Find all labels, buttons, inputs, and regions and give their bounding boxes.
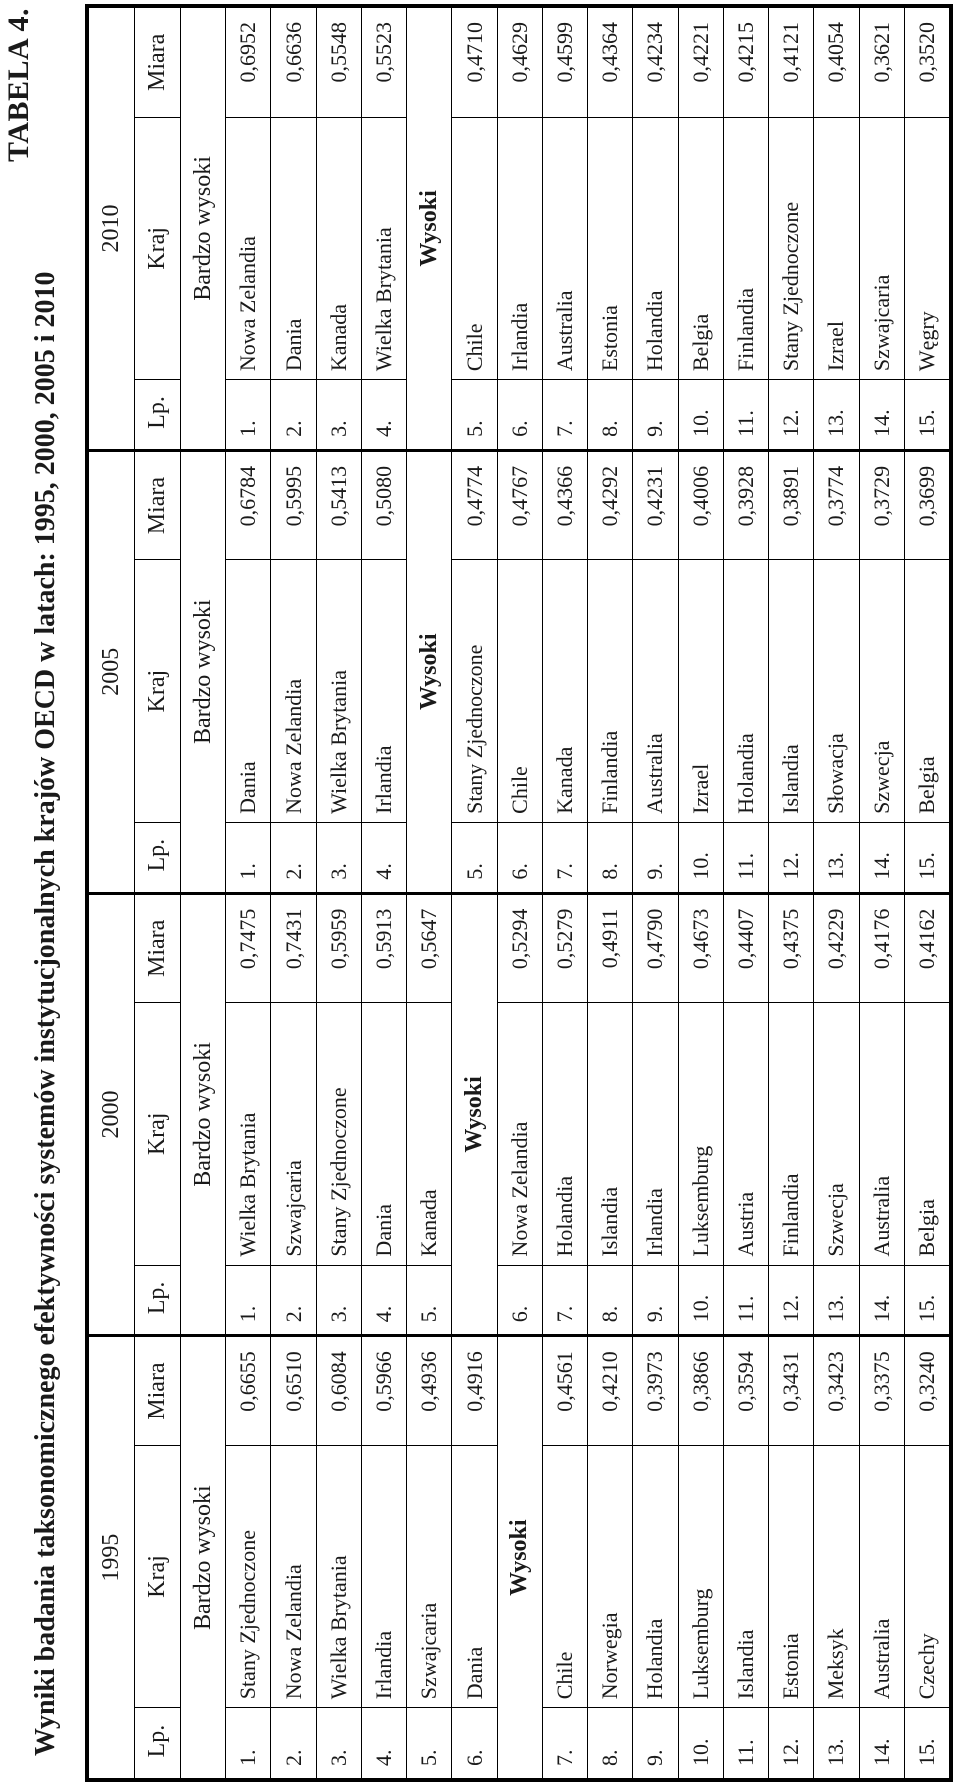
- country-name: Irlandia: [361, 560, 406, 822]
- column-header-lp-1995: Lp.: [135, 1708, 181, 1779]
- row-number: 6.: [497, 822, 542, 893]
- measure-value: 0,4629: [497, 8, 542, 118]
- row-number: 2.: [271, 380, 316, 451]
- row-number: 5.: [407, 1265, 452, 1336]
- measure-value: 0,3621: [859, 8, 904, 118]
- category-wysoki-2000: Wysoki: [452, 893, 497, 1336]
- measure-value: 0,4176: [859, 893, 904, 1003]
- row-number: 12.: [769, 1265, 814, 1336]
- measure-value: 0,3928: [723, 450, 768, 560]
- measure-value: 0,5279: [542, 893, 587, 1003]
- column-header-kraj-2010: Kraj: [135, 117, 181, 379]
- country-name: Stany Zjednoczone: [452, 560, 497, 822]
- country-name: Dania: [452, 1445, 497, 1707]
- measure-value: 0,4774: [452, 450, 497, 560]
- category-bardzo-wysoki-2005: Bardzo wysoki: [181, 450, 226, 893]
- country-name: Islandia: [723, 1445, 768, 1707]
- country-name: Chile: [497, 560, 542, 822]
- measure-value: 0,4916: [452, 1336, 497, 1446]
- country-name: Norwegia: [588, 1445, 633, 1707]
- country-name: Estonia: [588, 117, 633, 379]
- country-name: Belgia: [678, 117, 723, 379]
- measure-value: 0,4054: [814, 8, 859, 118]
- country-name: Chile: [452, 117, 497, 379]
- row-number: 1.: [226, 822, 271, 893]
- row-number: 14.: [859, 380, 904, 451]
- table-row: [407, 8, 452, 1779]
- measure-value: 0,5294: [497, 893, 542, 1003]
- row-number: 3.: [316, 822, 361, 893]
- measure-value: 0,4936: [407, 1336, 452, 1446]
- country-name: Kanada: [542, 560, 587, 822]
- measure-value: 0,4364: [588, 8, 633, 118]
- measure-value: 0,3240: [904, 1336, 949, 1446]
- row-number: 11.: [723, 1708, 768, 1779]
- country-name: Szwajcaria: [859, 117, 904, 379]
- measure-value: 0,5523: [361, 8, 406, 118]
- measure-value: 0,5913: [361, 893, 406, 1003]
- row-number: 10.: [678, 380, 723, 451]
- country-name: Szwajcaria: [271, 1003, 316, 1265]
- row-number: 1.: [226, 1708, 271, 1779]
- measure-value: 0,3431: [769, 1336, 814, 1446]
- country-name: Wielka Brytania: [361, 117, 406, 379]
- country-name: Islandia: [588, 1003, 633, 1265]
- country-name: Holandia: [723, 560, 768, 822]
- measure-value: 0,4006: [678, 450, 723, 560]
- row-number: 3.: [316, 1265, 361, 1336]
- country-name: Irlandia: [361, 1445, 406, 1707]
- measure-value: 0,3774: [814, 450, 859, 560]
- results-grid: [88, 7, 950, 1779]
- measure-value: 0,4121: [769, 8, 814, 118]
- country-name: Chile: [542, 1445, 587, 1707]
- country-name: Meksyk: [814, 1445, 859, 1707]
- category-wysoki-1995: Wysoki: [497, 1336, 542, 1779]
- row-number: 14.: [859, 1708, 904, 1779]
- country-name: Belgia: [904, 1003, 949, 1265]
- measure-value: 0,4229: [814, 893, 859, 1003]
- column-header-row: [135, 8, 181, 1779]
- column-header-kraj-2005: Kraj: [135, 560, 181, 822]
- country-name: Finlandia: [588, 560, 633, 822]
- row-number: 13.: [814, 380, 859, 451]
- measure-value: 0,7431: [271, 893, 316, 1003]
- measure-value: 0,3729: [859, 450, 904, 560]
- row-number: 1.: [226, 380, 271, 451]
- row-number: 2.: [271, 1708, 316, 1779]
- row-number: 12.: [769, 822, 814, 893]
- row-number: 12.: [769, 1708, 814, 1779]
- country-name: Luksemburg: [678, 1003, 723, 1265]
- table-row: [723, 8, 768, 1779]
- measure-value: 0,5548: [316, 8, 361, 118]
- year-header-1995: 1995: [89, 1336, 135, 1779]
- country-name: Dania: [271, 117, 316, 379]
- column-header-lp-2010: Lp.: [135, 380, 181, 451]
- country-name: Australia: [633, 560, 678, 822]
- column-header-kraj-1995: Kraj: [135, 1445, 181, 1707]
- row-number: 1.: [226, 1265, 271, 1336]
- country-name: Nowa Zelandia: [271, 560, 316, 822]
- measure-value: 0,4561: [542, 1336, 587, 1446]
- country-name: Wielka Brytania: [316, 560, 361, 822]
- table-row: [452, 8, 497, 1779]
- country-name: Islandia: [769, 560, 814, 822]
- column-header-miara-2005: Miara: [135, 450, 181, 560]
- row-number: 13.: [814, 1265, 859, 1336]
- row-number: 9.: [633, 380, 678, 451]
- category-bardzo-wysoki-2010: Bardzo wysoki: [181, 8, 226, 451]
- measure-value: 0,4234: [633, 8, 678, 118]
- row-number: 7.: [542, 1708, 587, 1779]
- country-name: Wielka Brytania: [316, 1445, 361, 1707]
- table-row: [361, 8, 406, 1779]
- table-row: [904, 8, 949, 1779]
- measure-value: 0,3866: [678, 1336, 723, 1446]
- country-name: Estonia: [769, 1445, 814, 1707]
- country-name: Australia: [859, 1445, 904, 1707]
- measure-value: 0,4767: [497, 450, 542, 560]
- table-row: [814, 8, 859, 1779]
- table-row: [769, 8, 814, 1779]
- column-header-miara-2010: Miara: [135, 8, 181, 118]
- measure-value: 0,5647: [407, 893, 452, 1003]
- measure-value: 0,5413: [316, 450, 361, 560]
- table-row: [226, 8, 271, 1779]
- country-name: Australia: [542, 117, 587, 379]
- row-number: 10.: [678, 822, 723, 893]
- row-number: 5.: [407, 1708, 452, 1779]
- column-header-lp-2000: Lp.: [135, 1265, 181, 1336]
- row-number: 11.: [723, 1265, 768, 1336]
- row-number: 2.: [271, 1265, 316, 1336]
- row-number: 12.: [769, 380, 814, 451]
- measure-value: 0,4790: [633, 893, 678, 1003]
- country-name: Czechy: [904, 1445, 949, 1707]
- measure-value: 0,3423: [814, 1336, 859, 1446]
- measure-value: 0,6636: [271, 8, 316, 118]
- table-row: [497, 8, 542, 1779]
- category-bardzo-wysoki-2000: Bardzo wysoki: [181, 893, 226, 1336]
- measure-value: 0,5080: [361, 450, 406, 560]
- row-number: 7.: [542, 380, 587, 451]
- row-number: 9.: [633, 822, 678, 893]
- row-number: 4.: [361, 1265, 406, 1336]
- row-number: 8.: [588, 380, 633, 451]
- row-number: 10.: [678, 1265, 723, 1336]
- measure-value: 0,4215: [723, 8, 768, 118]
- row-number: 3.: [316, 1708, 361, 1779]
- row-number: 15.: [904, 822, 949, 893]
- country-name: Stany Zjednoczone: [226, 1445, 271, 1707]
- row-number: 10.: [678, 1708, 723, 1779]
- measure-value: 0,7475: [226, 893, 271, 1003]
- column-header-miara-1995: Miara: [135, 1336, 181, 1446]
- row-number: 11.: [723, 380, 768, 451]
- country-name: Szwecja: [859, 560, 904, 822]
- row-number: 7.: [542, 822, 587, 893]
- measure-value: 0,6655: [226, 1336, 271, 1446]
- measure-value: 0,4221: [678, 8, 723, 118]
- country-name: Holandia: [542, 1003, 587, 1265]
- row-number: 13.: [814, 1708, 859, 1779]
- country-name: Szwecja: [814, 1003, 859, 1265]
- row-number: 2.: [271, 822, 316, 893]
- measure-value: 0,3375: [859, 1336, 904, 1446]
- row-number: 4.: [361, 1708, 406, 1779]
- country-name: Luksemburg: [678, 1445, 723, 1707]
- measure-value: 0,5995: [271, 450, 316, 560]
- measure-value: 0,4162: [904, 893, 949, 1003]
- table-row: [542, 8, 587, 1779]
- measure-value: 0,5959: [316, 893, 361, 1003]
- measure-value: 0,3699: [904, 450, 949, 560]
- country-name: Australia: [859, 1003, 904, 1265]
- year-header-2010: 2010: [89, 8, 135, 451]
- measure-value: 0,4710: [452, 8, 497, 118]
- category-wysoki-2010: Wysoki: [407, 8, 452, 451]
- country-name: Izrael: [678, 560, 723, 822]
- country-name: Nowa Zelandia: [226, 117, 271, 379]
- measure-value: 0,4231: [633, 450, 678, 560]
- measure-value: 0,4911: [588, 893, 633, 1003]
- results-table: [85, 4, 953, 1782]
- country-name: Austria: [723, 1003, 768, 1265]
- table-row: [588, 8, 633, 1779]
- measure-value: 0,3891: [769, 450, 814, 560]
- measure-value: 0,6784: [226, 450, 271, 560]
- table-row: [859, 8, 904, 1779]
- country-name: Finlandia: [769, 1003, 814, 1265]
- category-bardzo-wysoki-1995: Bardzo wysoki: [181, 1336, 226, 1779]
- measure-value: 0,5966: [361, 1336, 406, 1446]
- row-number: 5.: [452, 380, 497, 451]
- country-name: Wielka Brytania: [226, 1003, 271, 1265]
- measure-value: 0,4366: [542, 450, 587, 560]
- measure-value: 0,4375: [769, 893, 814, 1003]
- column-header-kraj-2000: Kraj: [135, 1003, 181, 1265]
- country-name: Słowacja: [814, 560, 859, 822]
- country-name: Holandia: [633, 1445, 678, 1707]
- measure-value: 0,3973: [633, 1336, 678, 1446]
- measure-value: 0,4599: [542, 8, 587, 118]
- country-name: Dania: [361, 1003, 406, 1265]
- measure-value: 0,4407: [723, 893, 768, 1003]
- row-number: 9.: [633, 1708, 678, 1779]
- year-header-2000: 2000: [89, 893, 135, 1336]
- row-number: 3.: [316, 380, 361, 451]
- row-number: 6.: [497, 1265, 542, 1336]
- measure-value: 0,6084: [316, 1336, 361, 1446]
- country-name: Szwajcaria: [407, 1445, 452, 1707]
- row-number: 8.: [588, 1265, 633, 1336]
- table-row: [316, 8, 361, 1779]
- row-number: 6.: [497, 380, 542, 451]
- measure-value: 0,6510: [271, 1336, 316, 1446]
- table-row: [181, 8, 226, 1779]
- country-name: Irlandia: [497, 117, 542, 379]
- row-number: 11.: [723, 822, 768, 893]
- row-number: 4.: [361, 822, 406, 893]
- row-number: 8.: [588, 1708, 633, 1779]
- row-number: 15.: [904, 380, 949, 451]
- row-number: 14.: [859, 1265, 904, 1336]
- country-name: Holandia: [633, 117, 678, 379]
- table-title: Wyniki badania taksonomicznego efektywności systemów instytucjonalnych krajów OECD w latach: 1995, 2000, 2005 i 2010: [30, 271, 61, 1756]
- table-row: [678, 8, 723, 1779]
- table-label: TABELA 4.: [2, 8, 35, 162]
- row-number: 6.: [452, 1708, 497, 1779]
- measure-value: 0,3520: [904, 8, 949, 118]
- row-number: 8.: [588, 822, 633, 893]
- table-row: [633, 8, 678, 1779]
- country-name: Dania: [226, 560, 271, 822]
- measure-value: 0,4210: [588, 1336, 633, 1446]
- country-name: Nowa Zelandia: [271, 1445, 316, 1707]
- country-name: Węgry: [904, 117, 949, 379]
- row-number: 15.: [904, 1265, 949, 1336]
- category-wysoki-2005: Wysoki: [407, 450, 452, 893]
- country-name: Finlandia: [723, 117, 768, 379]
- measure-value: 0,4673: [678, 893, 723, 1003]
- table-row: [271, 8, 316, 1779]
- country-name: Kanada: [316, 117, 361, 379]
- row-number: 7.: [542, 1265, 587, 1336]
- country-name: Irlandia: [633, 1003, 678, 1265]
- country-name: Belgia: [904, 560, 949, 822]
- row-number: 9.: [633, 1265, 678, 1336]
- country-name: Izrael: [814, 117, 859, 379]
- country-name: Stany Zjednoczone: [769, 117, 814, 379]
- country-name: Kanada: [407, 1003, 452, 1265]
- column-header-lp-2005: Lp.: [135, 822, 181, 893]
- row-number: 4.: [361, 380, 406, 451]
- column-header-miara-2000: Miara: [135, 893, 181, 1003]
- measure-value: 0,6952: [226, 8, 271, 118]
- row-number: 13.: [814, 822, 859, 893]
- row-number: 15.: [904, 1708, 949, 1779]
- country-name: Stany Zjednoczone: [316, 1003, 361, 1265]
- row-number: 14.: [859, 822, 904, 893]
- year-header-2005: 2005: [89, 450, 135, 893]
- country-name: Nowa Zelandia: [497, 1003, 542, 1265]
- measure-value: 0,3594: [723, 1336, 768, 1446]
- measure-value: 0,4292: [588, 450, 633, 560]
- row-number: 5.: [452, 822, 497, 893]
